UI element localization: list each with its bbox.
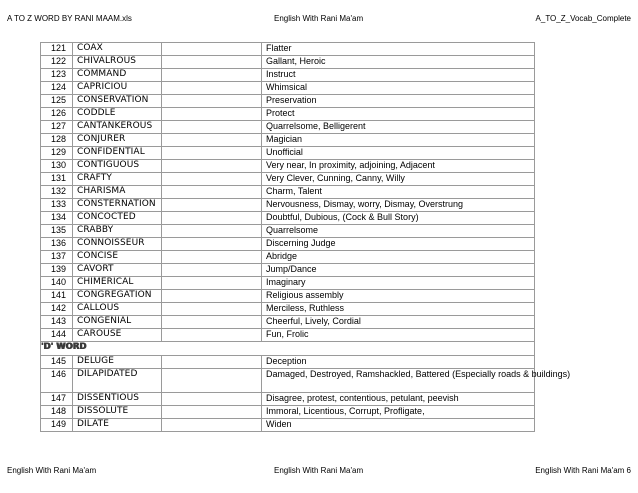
word-meaning: Protect — [262, 108, 535, 121]
table-row — [41, 277, 535, 290]
row-number: 133 — [41, 199, 73, 212]
table-row — [41, 199, 535, 212]
table-row — [41, 121, 535, 134]
word-meaning: Discerning Judge — [262, 238, 535, 251]
word-meaning: Damaged, Destroyed, Ramshackled, Battered (Especially roads & buildings) — [262, 369, 535, 393]
word-meaning: Disagree, protest, contentious, petulant, peevish — [262, 393, 535, 406]
header-filename: A TO Z WORD BY RANI MAAM.xls — [7, 14, 132, 23]
table-row — [41, 95, 535, 108]
word-meaning: Widen — [262, 419, 535, 432]
word-meaning: Deception — [262, 356, 535, 369]
vocab-word: CHARISMA — [73, 186, 162, 199]
table-row — [41, 134, 535, 147]
footer-page-number: English With Rani Ma'am 6 — [535, 466, 631, 475]
section-heading-d-word: 'D' WORD — [41, 342, 87, 352]
empty-cell — [162, 290, 262, 303]
row-number: 142 — [41, 303, 73, 316]
vocab-word: CAPRICIOU — [73, 82, 162, 95]
section-heading-cell — [41, 342, 535, 356]
row-number: 139 — [41, 264, 73, 277]
vocab-word: CAVORT — [73, 264, 162, 277]
word-meaning: Charm, Talent — [262, 186, 535, 199]
empty-cell — [162, 186, 262, 199]
row-number: 147 — [41, 393, 73, 406]
row-number: 145 — [41, 356, 73, 369]
empty-cell — [162, 199, 262, 212]
vocab-word: CONSTERNATION — [73, 199, 162, 212]
word-meaning: Unofficial — [262, 147, 535, 160]
empty-cell — [162, 95, 262, 108]
row-number: 141 — [41, 290, 73, 303]
vocab-word: COAX — [73, 43, 162, 56]
table-row — [41, 406, 535, 419]
table-row — [41, 393, 535, 406]
row-number: 124 — [41, 82, 73, 95]
vocab-word: CONCISE — [73, 251, 162, 264]
row-number: 135 — [41, 225, 73, 238]
vocab-word: CONGREGATION — [73, 290, 162, 303]
table-row — [41, 225, 535, 238]
word-meaning: Abridge — [262, 251, 535, 264]
row-number: 143 — [41, 316, 73, 329]
table-row — [41, 82, 535, 95]
row-number: 127 — [41, 121, 73, 134]
table-row — [41, 264, 535, 277]
word-meaning: Instruct — [262, 69, 535, 82]
vocabulary-table-body — [41, 43, 571, 432]
word-meaning: Religious assembly — [262, 290, 535, 303]
row-number: 134 — [41, 212, 73, 225]
empty-cell — [162, 173, 262, 186]
empty-cell — [162, 56, 262, 69]
table-row — [41, 251, 535, 264]
header-sheet-name: A_TO_Z_Vocab_Complete — [535, 14, 631, 23]
row-number: 130 — [41, 160, 73, 173]
row-number: 149 — [41, 419, 73, 432]
word-meaning: Immoral, Licentious, Corrupt, Profligate, — [262, 406, 535, 419]
word-meaning: Quarrelsome, Belligerent — [262, 121, 535, 134]
empty-cell — [162, 316, 262, 329]
row-number: 129 — [41, 147, 73, 160]
row-number: 144 — [41, 329, 73, 342]
empty-cell — [162, 264, 262, 277]
empty-cell — [162, 147, 262, 160]
empty-cell — [162, 82, 262, 95]
empty-cell — [162, 69, 262, 82]
word-meaning: Quarrelsome — [262, 225, 535, 238]
table-row — [41, 147, 535, 160]
vocab-word: CONFIDENTIAL — [73, 147, 162, 160]
row-number: 137 — [41, 251, 73, 264]
row-number: 136 — [41, 238, 73, 251]
empty-cell — [162, 393, 262, 406]
vocab-word: DILAPIDATED — [73, 369, 162, 393]
row-number: 146 — [41, 369, 73, 393]
table-row — [41, 43, 535, 56]
table-row — [41, 329, 535, 342]
word-meaning: Cheerful, Lively, Cordial — [262, 316, 535, 329]
row-number: 148 — [41, 406, 73, 419]
row-number: 132 — [41, 186, 73, 199]
vocab-word: CANTANKEROUS — [73, 121, 162, 134]
vocab-word: CRAFTY — [73, 173, 162, 186]
empty-cell — [162, 277, 262, 290]
empty-cell — [162, 108, 262, 121]
vocab-word: DISSOLUTE — [73, 406, 162, 419]
word-meaning: Whimsical — [262, 82, 535, 95]
empty-cell — [162, 121, 262, 134]
table-row — [41, 160, 535, 173]
table-row — [41, 356, 535, 369]
row-number: 126 — [41, 108, 73, 121]
word-meaning: Very near, In proximity, adjoining, Adjacent — [262, 160, 535, 173]
word-meaning: Merciless, Ruthless — [262, 303, 535, 316]
table-row — [41, 173, 535, 186]
table-row — [41, 419, 535, 432]
table-row — [41, 69, 535, 82]
word-meaning: Flatter — [262, 43, 535, 56]
word-meaning: Doubtful, Dubious, (Cock & Bull Story) — [262, 212, 535, 225]
vocab-word: CONCOCTED — [73, 212, 162, 225]
empty-cell — [162, 329, 262, 342]
row-number: 122 — [41, 56, 73, 69]
word-meaning: Preservation — [262, 95, 535, 108]
vocabulary-table — [40, 42, 571, 432]
page-footer — [0, 466, 638, 480]
word-meaning: Nervousness, Dismay, worry, Dismay, Overstrung — [262, 199, 535, 212]
empty-cell — [162, 369, 262, 393]
vocab-word: CONGENIAL — [73, 316, 162, 329]
page-header — [0, 14, 638, 28]
empty-cell — [162, 225, 262, 238]
row-number: 128 — [41, 134, 73, 147]
table-row — [41, 316, 535, 329]
word-meaning: Gallant, Heroic — [262, 56, 535, 69]
empty-cell — [162, 212, 262, 225]
row-number: 140 — [41, 277, 73, 290]
table-row — [41, 369, 535, 393]
empty-cell — [162, 43, 262, 56]
table-row — [41, 238, 535, 251]
vocab-word: CHIVALROUS — [73, 56, 162, 69]
word-meaning: Imaginary — [262, 277, 535, 290]
table-row — [41, 212, 535, 225]
empty-cell — [162, 238, 262, 251]
footer-left-text: English With Rani Ma'am — [7, 466, 97, 475]
header-title: English With Rani Ma'am — [274, 14, 364, 23]
vocab-word: CONSERVATION — [73, 95, 162, 108]
row-number: 131 — [41, 173, 73, 186]
vocab-word: CAROUSE — [73, 329, 162, 342]
vocab-word: CONJURER — [73, 134, 162, 147]
vocab-word: CHIMERICAL — [73, 277, 162, 290]
vocab-word: CONTIGUOUS — [73, 160, 162, 173]
table-row — [41, 56, 535, 69]
empty-cell — [162, 406, 262, 419]
empty-cell — [162, 160, 262, 173]
table-row — [41, 108, 535, 121]
empty-cell — [162, 134, 262, 147]
row-number: 121 — [41, 43, 73, 56]
row-number: 125 — [41, 95, 73, 108]
table-row — [41, 290, 535, 303]
word-meaning: Jump/Dance — [262, 264, 535, 277]
vocab-word: COMMAND — [73, 69, 162, 82]
empty-cell — [162, 419, 262, 432]
vocab-word: CODDLE — [73, 108, 162, 121]
vocab-word: CRABBY — [73, 225, 162, 238]
table-row — [41, 186, 535, 199]
vocab-word: DELUGE — [73, 356, 162, 369]
empty-cell — [162, 303, 262, 316]
row-number: 123 — [41, 69, 73, 82]
vocab-word: DISSENTIOUS — [73, 393, 162, 406]
vocab-word: CALLOUS — [73, 303, 162, 316]
table-row — [41, 303, 535, 316]
vocab-word: DILATE — [73, 419, 162, 432]
empty-cell — [162, 356, 262, 369]
section-heading-row — [41, 342, 535, 356]
vocab-word: CONNOISSEUR — [73, 238, 162, 251]
empty-cell — [162, 251, 262, 264]
footer-center-text: English With Rani Ma'am — [274, 466, 364, 475]
word-meaning: Fun, Frolic — [262, 329, 535, 342]
word-meaning: Very Clever, Cunning, Canny, Willy — [262, 173, 535, 186]
word-meaning: Magician — [262, 134, 535, 147]
